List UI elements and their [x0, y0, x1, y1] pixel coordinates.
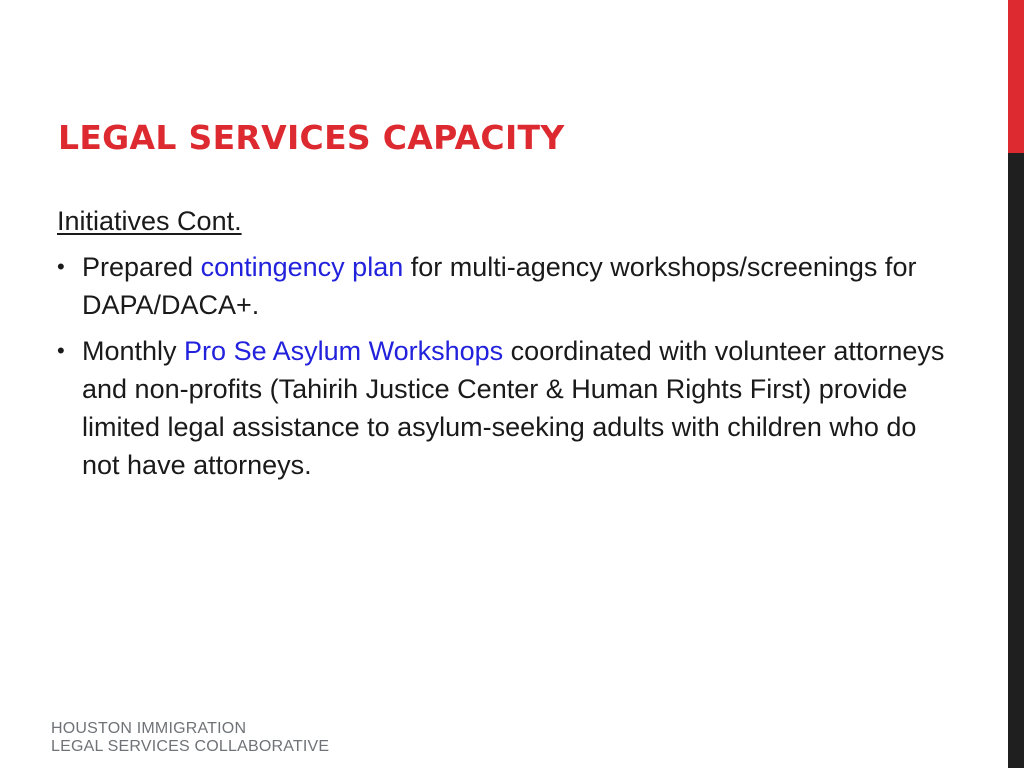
contingency-plan-link[interactable]: contingency plan — [200, 252, 404, 282]
subheading: Initiatives Cont. — [57, 206, 242, 236]
bullet-item — [57, 332, 957, 484]
bullet-icon: • — [57, 338, 65, 363]
slide-title: LEGAL SERVICES CAPACITY — [58, 118, 565, 157]
organization-logo — [51, 720, 329, 756]
slide-body — [57, 202, 957, 492]
bullet-text: Prepared — [82, 252, 201, 282]
logo-line-2: LEGAL SERVICES COLLABORATIVE — [51, 738, 330, 755]
bullet-text: coordinated with volunteer attorneys and non-profits (Tahirih Justice Center & Human Rights First) provide limited legal assistance to asylum-seeking adults with children who do not have attorneys. — [82, 336, 945, 480]
pro-se-asylum-workshops-link[interactable]: Pro Se Asylum Workshops — [184, 336, 504, 366]
logo-line-1: HOUSTON IMMIGRATION — [51, 720, 247, 737]
bullet-text: Monthly — [82, 336, 185, 366]
accent-bar-dark — [1008, 153, 1024, 768]
bullet-item — [57, 248, 957, 324]
bullet-text: for multi-agency workshops/screenings for DAPA/DACA+. — [82, 252, 917, 320]
accent-bar-red — [1008, 0, 1024, 153]
bullet-list — [57, 248, 957, 484]
bullet-icon: • — [57, 254, 65, 279]
